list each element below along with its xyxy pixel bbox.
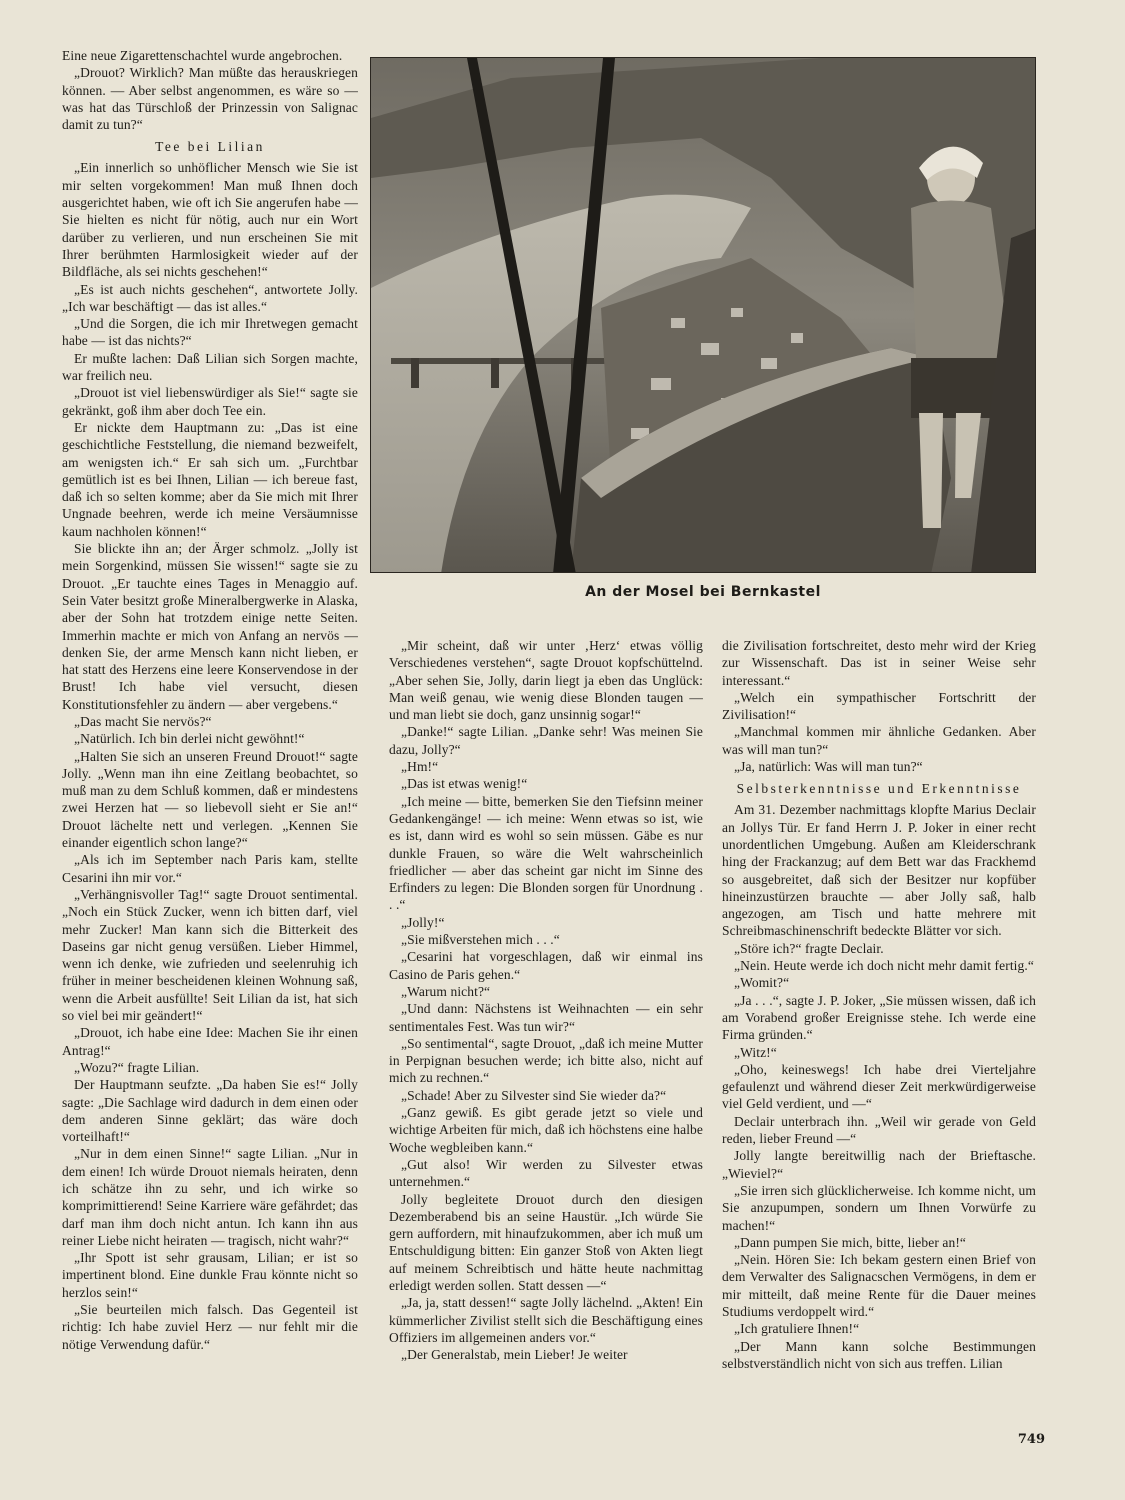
paragraph: „Ich meine — bitte, bemerken Sie den Tiefsinn meiner Gedankengänge! — ich meine: Wenn etwas so ist, wie es ist, dann wird es wohl so sein müssen. Gäbe es nur dunkle Frauen, so wäre die Welt wahrscheinlich friedlicher — aber das scheint gar nicht im Sinne des Erfinders zu legen: Die Blonden sorgen für Unordnung . . .“	[389, 793, 703, 913]
moselle-photo-image	[371, 58, 1036, 573]
paragraph: „Drouot? Wirklich? Man müßte das herauskriegen können. — Aber selbst angenommen, es wäre so — was hat das Türschloß der Prinzessin von Salignac damit zu tun?“	[62, 65, 358, 133]
paragraph: Am 31. Dezember nachmittags klopfte Marius Declair an Jollys Tür. Er fand Herrn J. P. Joker in einer recht unordentlichen Umgebung. Außen am Kleiderschrank hing der Frackanzug; auf dem Bett war das Frackhemd so ausgebreitet, daß sich der Besitzer nur kopfüber hineinzustürzen brauchte — aber Jolly saß, halb angezogen, am Tisch und hatte mehrere mit Schreibmaschinenschrift bedeckte Blätter vor sich.	[722, 802, 1036, 939]
paragraph: „Das ist etwas wenig!“	[401, 776, 528, 792]
paragraph: „Hm!“	[401, 759, 439, 775]
paragraph: „Oho, keineswegs! Ich habe drei Vierteljahre gefaulenzt und während dieser Zeit merkwürdigerweise viel Geld verdient, und —“	[722, 1061, 1036, 1112]
paragraph: „Gut also! Wir werden zu Silvester etwas unternehmen.“	[389, 1156, 703, 1190]
paragraph: „Und dann: Nächstens ist Weihnachten — ein sehr sentimentales Fest. Was tun wir?“	[389, 1001, 703, 1034]
paragraph: Er nickte dem Hauptmann zu: „Das ist eine geschichtliche Feststellung, die niemand bezweifelt, am wenigsten ich.“ Er sah sich um. „Furchtbar gemütlich ist es bei Ihnen, Lilian — ich bereue fast, daß ich so selten komme; aber da Sie mich mit Ihrer Ungnade beehren, werde ich meine Versäumnisse kaum nachholen können!“	[62, 419, 358, 539]
paragraph: „Ganz gewiß. Es gibt gerade jetzt so viele und wichtige Arbeiten für mich, daß ich höchstens eine halbe Woche wegbleiben kann.“	[389, 1105, 703, 1155]
paragraph: „Sie beurteilen mich falsch. Das Gegenteil ist richtig: Ich habe zuviel Herz — nur fehlt mir die nötige Verwendung dafür.“	[62, 1302, 358, 1352]
paragraph: Jolly begleitete Drouot durch den diesigen Dezemberabend bis an seine Haustür. „Ich würde Sie gern auffordern, mit hinaufzukommen, aber ich muß um Entschuldigung bitten: Ein ganzer Stoß von Akten liegt auf meinem Schreibtisch und hätte heute nachmittag erledigt werden sollen. Statt dessen —“	[389, 1191, 703, 1293]
paragraph: „Jolly!“	[401, 914, 445, 930]
paragraph: „Mir scheint, daß wir unter ‚Herz‘ etwas völlig Verschiedenes verstehen“, sagte Drouot kopfschüttelnd. „Aber sehen Sie, Jolly, darin liegt ja eben das Unglück: Man weiß genau, wie wenig diese Blonden taugen — und man liebt sie doch, ganz unsinnig sogar!“	[389, 638, 703, 723]
paragraph: „Halten Sie sich an unseren Freund Drouot!“ sagte Jolly. „Wenn man ihn eine Zeitlang beobachtet, so muß man zu dem Schluß kommen, daß er mindestens zwei Herzen hat — so liebevoll sieht er Sie an!“ Drouot lächelte nett und verlegen. „Kennen Sie einander eigentlich schon lange?“	[62, 748, 358, 851]
paragraph: die Zivilisation fortschreitet, desto mehr wird der Krieg zur Wissenschaft. Das ist in seiner Weise sehr interessant.“	[722, 638, 1036, 688]
photo	[370, 57, 1036, 573]
paragraph: „Störe ich?“ fragte Declair.	[734, 940, 884, 956]
paragraph: „Womit?“	[734, 975, 790, 991]
paragraph: „Ich gratuliere Ihnen!“	[734, 1321, 860, 1337]
paragraph: „Dann pumpen Sie mich, bitte, lieber an!“	[734, 1234, 967, 1250]
paragraph: „Manchmal kommen mir ähnliche Gedanken. Aber was will man tun?“	[722, 724, 1036, 757]
paragraph: „Das macht Sie nervös?“	[74, 713, 212, 729]
paragraph: „So sentimental“, sagte Drouot, „daß ich meine Mutter in Perpignan besuchen werde; ich bitte also, nicht auf mich zu rechnen.“	[389, 1035, 703, 1086]
paragraph: „Sie mißverstehen mich . . .“	[401, 932, 560, 948]
paragraph: „Schade! Aber zu Silvester sind Sie wieder da?“	[401, 1087, 667, 1103]
paragraph: Sie blickte ihn an; der Ärger schmolz. „Jolly ist mein Sorgenkind, müssen Sie wissen!“ sagte sie zu Drouot. „Er tauchte eines Tages in Menaggio auf. Sein Vater besitzt große Mineralbergwerke in Alaska, aber der Sohn hat trotzdem einige nette Seiten. Immerhin machte er mich von Anfang an nervös — denken Sie, der arme Mensch kann nicht lieben, er hat statt des Herzens eine leere Konservendose in der Brust! Ich habe viel versucht, diesen Konstitutionsfehler zu ändern — aber vergebens.“	[62, 541, 358, 712]
page-number: 749	[1017, 1432, 1045, 1447]
paragraph: „Ja, natürlich: Was will man tun?“	[734, 759, 923, 775]
paragraph: „Verhängnisvoller Tag!“ sagte Drouot sentimental. „Noch ein Stück Zucker, wenn ich bitten darf, viel mehr Zucker! Man kann sich die Bitterkeit des Daseins gar nicht genug versüßen. Lieber Himmel, wenn ich denke, wie zufrieden und seelenruhig ich früher in meiner bescheidenen kleinen Wohnung saß, wenn die Arbeit ausfüllte! Seit Lilian da ist, hat sich so viel bei mir geändert!“	[62, 886, 358, 1024]
text-column-1	[62, 47, 358, 1452]
paragraph: „Ja, ja, statt dessen!“ sagte Jolly lächelnd. „Akten! Ein kümmerlicher Zivilist stellt sich die Beschäftigung eines Offiziers im allgemeinen anders vor.“	[389, 1295, 703, 1345]
paragraph: „Nur in dem einen Sinne!“ sagte Lilian. „Nur in dem einen! Ich würde Drouot niemals heiraten, denn ich schätze ihn zu sehr, und ich wirke so komprimittierend! Seine Karriere wäre gefährdet; das darf man ihm doch nicht antun. Ich kann ihn aus reiner Liebe nicht heiraten — tragisch, nicht wahr?“	[62, 1146, 358, 1248]
paragraph: „Sie irren sich glücklicherweise. Ich komme nicht, um Sie anzupumpen, sondern um Ihnen Vorwürfe zu machen!“	[722, 1182, 1036, 1233]
paragraph: Jolly langte bereitwillig nach der Brieftasche. „Wieviel?“	[722, 1148, 1036, 1181]
paragraph: „Danke!“ sagte Lilian. „Danke sehr! Was meinen Sie dazu, Jolly?“	[389, 724, 703, 757]
paragraph: „Cesarini hat vorgeschlagen, daß wir einmal ins Casino de Paris gehen.“	[389, 949, 703, 982]
paragraph: „Witz!“	[734, 1044, 777, 1060]
text-column-2	[389, 637, 703, 1457]
paragraph: „Als ich im September nach Paris kam, stellte Cesarini ihn mir vor.“	[62, 852, 358, 885]
paragraph: „Warum nicht?“	[401, 983, 491, 999]
paragraph: „Ihr Spott ist sehr grausam, Lilian; er ist so impertinent blond. Eine dunkle Frau könnte nicht so herzlos sein!“	[62, 1250, 358, 1300]
paragraph: Declair unterbrach ihn. „Weil wir gerade von Geld reden, lieber Freund —“	[722, 1113, 1036, 1147]
paragraph: „Natürlich. Ich bin derlei nicht gewöhnt!“	[74, 731, 305, 747]
paragraph: „Der Mann kann solche Bestimmungen selbstverständlich nicht von sich aus treffen. Lilian	[722, 1338, 1036, 1371]
section-heading: Tee bei Lilian	[155, 139, 265, 155]
paragraph: „Der Generalstab, mein Lieber! Je weiter	[401, 1347, 628, 1363]
text-column-3	[722, 637, 1036, 1457]
section-heading: Selbsterkenntnisse und Erkenntnisse	[736, 781, 1022, 797]
paragraph: „Und die Sorgen, die ich mir Ihretwegen gemacht habe — ist das nichts?“	[62, 316, 358, 349]
paragraph: Der Hauptmann seufzte. „Da haben Sie es!“ Jolly sagte: „Die Sachlage wird dadurch in dem einen oder dem anderen Sinne geklärt; das wäre doch vorteilhaft!“	[62, 1077, 358, 1145]
paragraph: „Es ist auch nichts geschehen“, antwortete Jolly. „Ich war beschäftigt — das ist alles.“	[62, 281, 358, 314]
paragraph: „Drouot ist viel liebenswürdiger als Sie!“ sagte sie gekränkt, goß ihm aber doch Tee ein.	[62, 385, 358, 418]
paragraph: „Ja . . .“, sagte J. P. Joker, „Sie müssen wissen, daß ich am Vorabend großer Ereignisse stehe. Ich werde eine Firma gründen.“	[722, 992, 1036, 1043]
paragraph: „Nein. Heute werde ich doch nicht mehr damit fertig.“	[734, 958, 1034, 974]
paragraph: Er mußte lachen: Daß Lilian sich Sorgen machte, war freilich neu.	[62, 350, 358, 384]
photo-caption: An der Mosel bei Bernkastel	[585, 584, 821, 600]
paragraph: „Welch ein sympathischer Fortschritt der Zivilisation!“	[722, 689, 1036, 723]
paragraph: „Wozu?“ fragte Lilian.	[74, 1059, 200, 1075]
paragraph: „Drouot, ich habe eine Idee: Machen Sie ihr einen Antrag!“	[62, 1025, 358, 1058]
paragraph: „Ein innerlich so unhöflicher Mensch wie Sie ist mir selten vorgekommen! Man muß Ihnen doch ausgerichtet haben, wie oft ich Sie angerufen habe — Sie hielten es nicht für nötig, auch nur ein Wort darüber zu verlieren, und nun erscheinen Sie mit Ihrer berühmten Harmlosigkeit wieder auf der Bildfläche, als sei nichts geschehen!“	[62, 160, 358, 280]
paragraph: Eine neue Zigarettenschachtel wurde angebrochen.	[62, 48, 343, 63]
paragraph: „Nein. Hören Sie: Ich bekam gestern einen Brief von dem Verwalter des Salignacschen Vermögens, in dem er mir mitteilt, daß meine Rente für die Dauer meines Studiums verdoppelt wird.“	[722, 1252, 1036, 1319]
